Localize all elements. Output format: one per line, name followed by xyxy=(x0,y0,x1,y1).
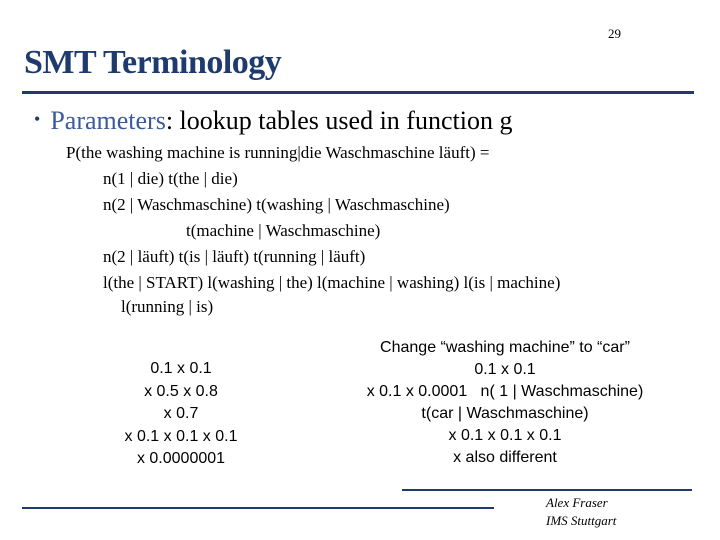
bullet-dot-icon: • xyxy=(34,109,41,129)
calc-line: 0.1 x 0.1 xyxy=(474,361,536,378)
footer-author: Alex Fraser xyxy=(546,495,608,510)
calculation-left xyxy=(108,358,254,471)
calc-line: x 0.5 x 0.8 xyxy=(144,382,218,400)
footer-divider-bottom xyxy=(22,507,494,509)
footer-divider-top xyxy=(402,489,692,491)
formula-line: n(2 | Waschmaschine) t(washing | Waschmaschine) xyxy=(103,195,450,214)
slide-number: 29 xyxy=(608,26,621,41)
formula-line: n(1 | die) t(the | die) xyxy=(103,169,238,188)
title-divider xyxy=(22,91,694,94)
formula-line: P(the washing machine is running|die Waschmaschine läuft) = xyxy=(66,143,490,162)
calc-line: x also different xyxy=(453,449,557,466)
calc-line: x 0.1 x 0.0001 n( 1 | Waschmaschine) xyxy=(366,383,644,400)
calc-line: t(car | Waschmaschine) xyxy=(421,405,589,422)
bullet-parameters xyxy=(34,106,512,136)
bullet-text: : lookup tables used in function g xyxy=(165,106,513,135)
footer-affiliation: IMS Stuttgart xyxy=(546,513,617,528)
slide-title: SMT Terminology xyxy=(24,44,282,81)
calculation-right xyxy=(338,337,672,469)
calc-line: x 0.0000001 xyxy=(136,450,226,467)
formula-line: n(2 | läuft) t(is | läuft) t(running | läuft) xyxy=(103,247,366,266)
calc-line: 0.1 x 0.1 xyxy=(150,360,212,377)
formula-line: l(running | is) xyxy=(121,297,214,316)
bullet-term: Parameters xyxy=(50,106,166,135)
calc-line: x 0.7 xyxy=(163,405,199,422)
calc-heading: Change “washing machine” to “car” xyxy=(380,339,630,356)
formula-line: t(machine | Waschmaschine) xyxy=(186,221,381,240)
calc-line: x 0.1 x 0.1 x 0.1 xyxy=(448,427,562,444)
calc-line: x 0.1 x 0.1 x 0.1 xyxy=(124,427,238,445)
formula-line: l(the | START) l(washing | the) l(machine | washing) l(is | machine) xyxy=(103,273,561,292)
